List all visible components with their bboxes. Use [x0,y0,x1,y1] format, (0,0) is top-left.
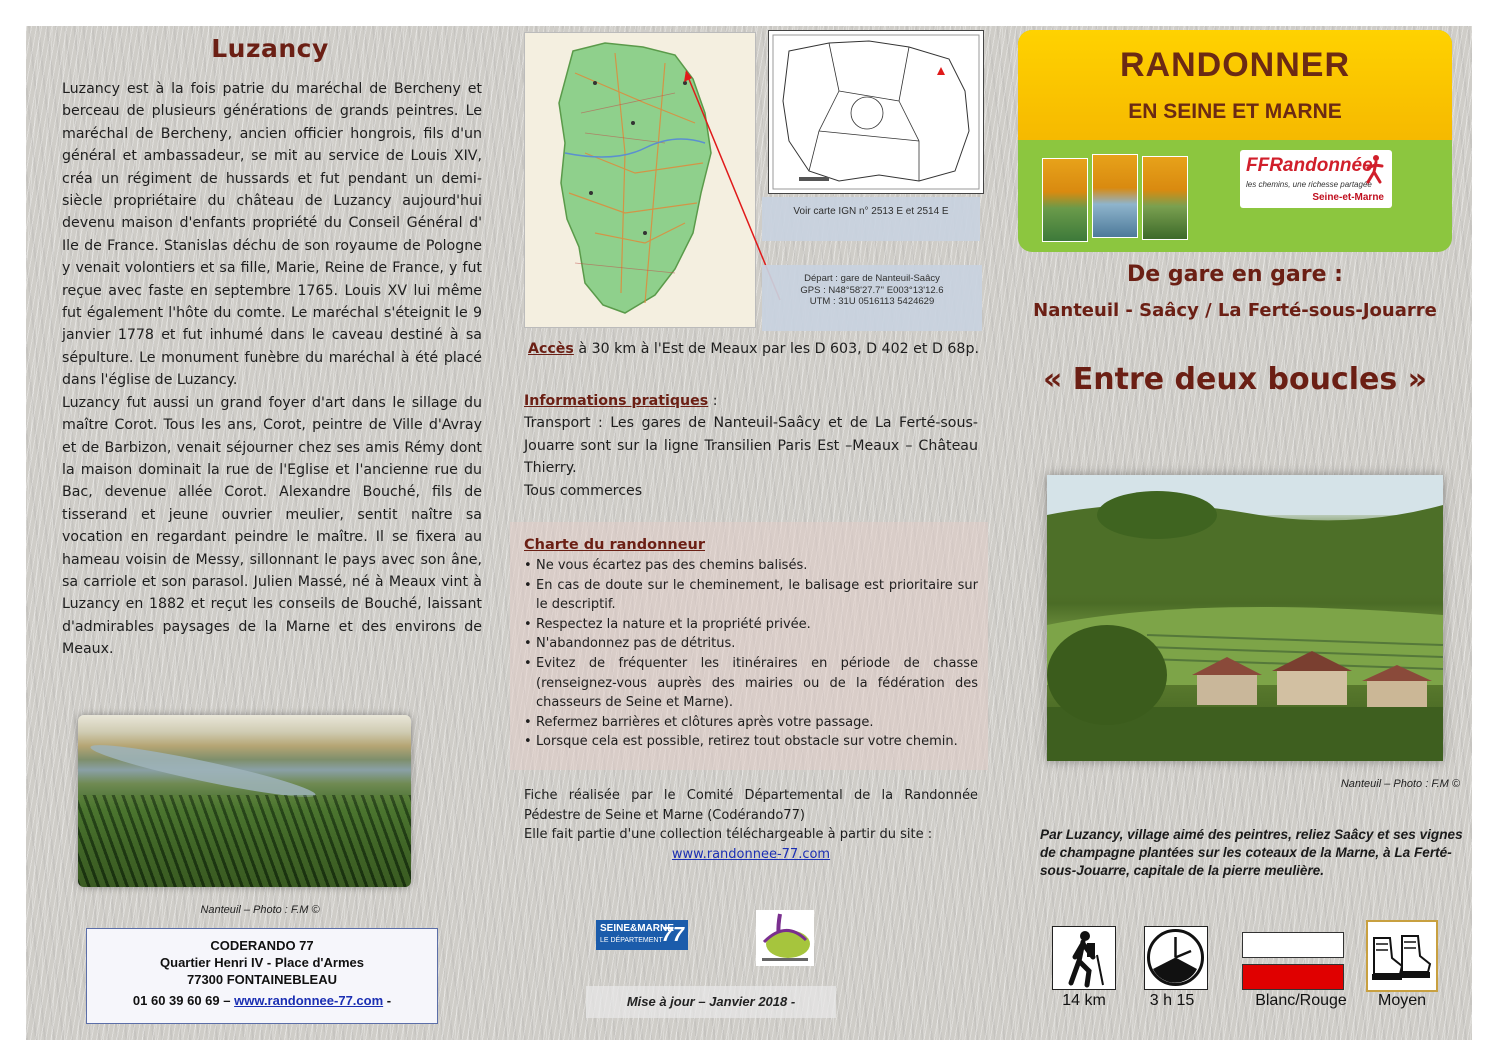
charter-item: • Respectez la nature et la propriété privée. [536,615,978,635]
boots-icon [1366,920,1438,992]
vineyard-photo [78,715,411,887]
address-contact [87,992,437,1009]
address-org: CODERANDO 77 [210,938,314,953]
collection-text: Elle fait partie d'une collection téléchargeable à partir du site : [524,827,933,843]
region-map-graphic [769,31,983,193]
guidebook-cover [1092,154,1138,238]
ffrandonnee-slogan: les chemins, une richesse partagée [1246,180,1372,189]
guidebook-cover [1042,158,1088,242]
village-photo-graphic [1047,475,1443,761]
ffrandonnee-name: FFRandonnée [1246,155,1373,176]
route-title-line1: De gare en gare : [1127,262,1343,287]
level-label: Moyen [1377,992,1427,1009]
department-logo-sub: LE DÉPARTEMENT [600,937,663,944]
route-name: « Entre deux boucles » [1042,362,1428,397]
shops-text: Tous commerces [524,482,643,499]
banner-title: RANDONNER [1120,46,1350,84]
hiker-logo-icon [1364,154,1386,184]
ffrandonnee-logo [1240,150,1392,208]
credits-text: Fiche réalisée par le Comité Départemental de la Randonnée Pédestre de Seine et Marne (Codérando77) [524,788,978,823]
transport-text: Transport : Les gares de Nanteuil-Saâcy et de La Ferté-sous-Jouarre sont sur la ligne Transilien Paris Est –Meaux – Château Thierry. [524,415,978,477]
luzancy-paragraph-2: Luzancy fut aussi un grand foyer d'art dans le sillage du maître Corot. Tous les ans, Corot, peintre de Ville d'Avray et de Barbizon, venait séjourner chez ses amis Rémy dont la maison dominait la rue de l'Eglise et l'ancienne rue du Bac, devenue allée Corot. Alexandre Bouché, fils de tisserand et jeune ouvrier meulier, sentit naître sa vocation en regardant peindre le maître. Il se fixera au hameau voisin de Messy, sillonnant le pays avec son âne, sa carriole et son parasol. Julien Massé, né à Meaux vint à Luzancy en 1882 et reçut les conseils de Bouché, laissant d'admirables paysages de la Marne et des environs de Meaux. [62,394,482,658]
start-point-info [762,265,982,331]
charter-list [524,556,978,752]
charter-heading: Charte du randonneur [524,537,706,553]
update-date: Mise à jour – Janvier 2018 - [586,986,836,1018]
vines [78,795,411,887]
tourism-logo-graphic [756,910,814,966]
address-street: Quartier Henri IV - Place d'Armes [160,955,364,970]
route-description: Par Luzancy, village aimé des peintres, reliez Saâcy et ses vignes de champagne plantées sur les coteaux de la Marne, à La Ferté-sous-Jouarre, capitale de la pierre meulière. [1040,827,1463,878]
left-photo-caption: Nanteuil – Photo : F.M © [200,904,320,916]
credits-section [524,786,978,864]
address-box [86,928,438,1024]
right-photo-caption: Nanteuil – Photo : F.M © [1340,778,1460,790]
access-section [528,338,982,360]
charter-item: • Evitez de fréquenter les itinéraires en période de chasse (renseignez-vous auprès des mairies ou de la fédération des chasseurs de Seine et Marne). [536,654,978,713]
route-title-line2: Nanteuil - Saâcy / La Ferté-sous-Jouarre [1033,300,1437,321]
utm-coordinates: UTM : 31U 0516113 5424629 [809,296,935,307]
address-website-link[interactable]: www.randonnee-77.com [234,993,384,1008]
department-logo-number: 77 [661,924,684,946]
marking-white [1242,932,1344,958]
practical-info-colon: : [708,393,718,409]
marking-red [1242,964,1344,990]
region-map [768,30,984,194]
charter-item: • Lorsque cela est possible, retirez tout obstacle sur votre chemin. [536,732,978,752]
clock-icon-graphic [1145,927,1206,988]
luzancy-text [62,78,482,661]
guidebook-cover [1142,156,1188,240]
practical-info-section [524,390,978,502]
boots-icon-graphic [1368,922,1436,990]
tourism-logo [756,910,814,966]
luzancy-paragraph-1: Luzancy est à la fois patrie du maréchal de Bercheny et berceau de plusieurs générations de grands peintres. Le maréchal de Bercheny, ancien officier hongrois, fils d'un général et ambassadeur, se mit au service de Louis XIV, créa un régiment de hussards et fut pendant un demi-siècle propriétaire du château de Luzancy aujourd'hui devenu maison d'enfants propriété du Conseil Général d' Ile de France. Stanislas déchu de son royaume de Pologne y venait volontiers et sa fille, Marie, Reine de France, y fut reçue avec faste en septembre 1765. Louis XV lui même fut également l'hôte du comte. Le maréchal s'éteignit le 9 janvier 1778 et fut inhumé dans le caveau destiné à sa sépulture. Le monument funèbre du maréchal à été placé dans l'église de Luzancy. [62,81,482,389]
address-city: 77300 FONTAINEBLEAU [186,972,337,987]
charter-item: • Ne vous écartez pas des chemins balisés. [536,556,978,576]
charter-item: • En cas de doute sur le cheminement, le balisage est prioritaire sur le descriptif. [536,576,978,615]
access-text: à 30 km à l'Est de Meaux par les D 603, D 402 et D 68p. [573,341,979,357]
marking-label: Blanc/Rouge [1255,992,1347,1009]
charter-item: • N'abandonnez pas de détritus. [536,634,978,654]
address-phone: 01 60 39 60 69 – [132,993,235,1008]
luzancy-title: Luzancy [211,34,329,63]
clock-icon [1144,926,1208,990]
banner-subtitle: EN SEINE ET MARNE [1128,100,1342,123]
title-banner [1018,30,1452,252]
department-logo-name: SEINE&MARNE [600,923,674,934]
collection-link-row [524,845,978,865]
ffrandonnee-department: Seine-et-Marne [1312,192,1384,203]
charter-item: • Refermez barrières et clôtures après votre passage. [536,713,978,733]
collection-website-link[interactable]: www.randonnee-77.com [671,846,831,862]
access-heading: Accès [528,341,574,357]
gps-coordinates: GPS : N48°58'27.7'' E003°13'12.6 [800,284,944,296]
department-logo [596,920,688,950]
department-map [524,32,756,328]
ign-map-note: Voir carte IGN n° 2513 E et 2514 E [762,197,980,241]
duration-label: 3 h 15 [1149,992,1195,1009]
practical-info-heading: Informations pratiques [524,393,709,409]
village-photo [1047,475,1443,761]
hiker-icon-graphic [1053,927,1114,988]
distance-label: 14 km [1062,992,1106,1009]
hiker-charter [524,534,978,752]
hiker-icon [1052,926,1116,990]
department-map-graphic [525,33,755,327]
address-suffix: - [383,993,392,1008]
start-station: Départ : gare de Nanteuil-Saâcy [804,273,940,284]
